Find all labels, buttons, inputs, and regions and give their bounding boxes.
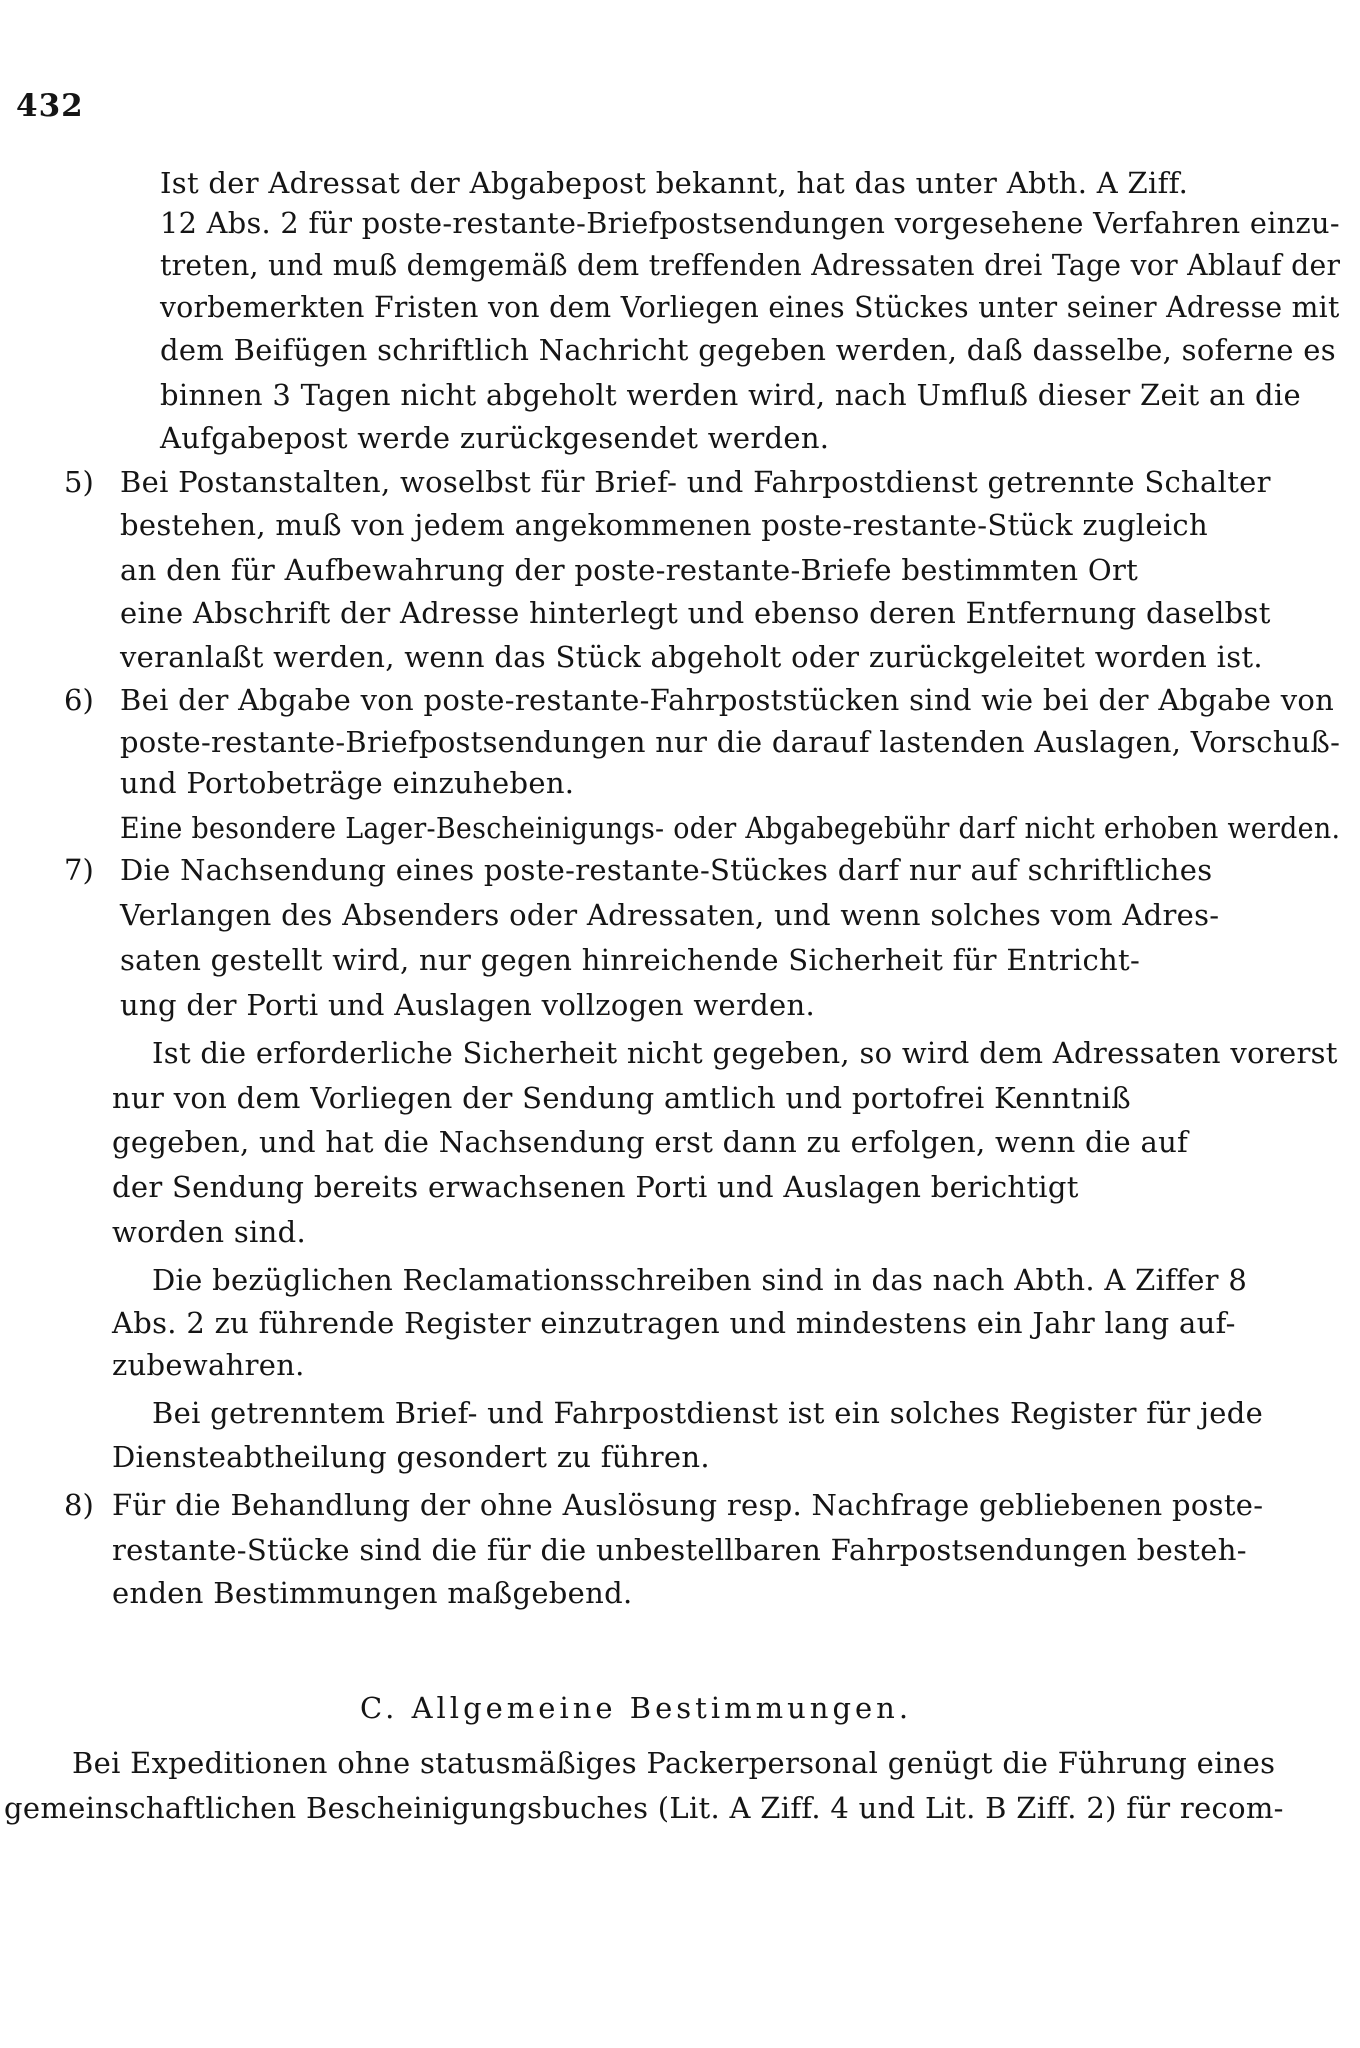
text-line: binnen 3 Tagen nicht abgeholt werden wird, nach Umfluß dieser Zeit an die xyxy=(160,378,1301,412)
text-line: Bei getrenntem Brief- und Fahrpostdienst ist ein solches Register für jede xyxy=(152,1396,1264,1430)
text-line: veranlaßt werden, wenn das Stück abgeholt oder zurückgeleitet worden ist. xyxy=(120,640,1263,674)
text-line: Die bezüglichen Reclamationsschreiben sind in das nach Abth. A Ziffer 8 xyxy=(152,1263,1248,1297)
text-line: Aufgabepost werde zurückgesendet werden. xyxy=(160,421,830,455)
text-line: gemeinschaftlichen Bescheinigungsbuches (Lit. A Ziff. 4 und Lit. B Ziff. 2) für recom- xyxy=(4,1791,1284,1825)
text-line: eine Abschrift der Adresse hinterlegt und ebenso deren Entfernung daselbst xyxy=(120,596,1271,630)
section-heading: C. Allgemeine Bestimmungen. xyxy=(360,1691,913,1725)
text-line: worden sind. xyxy=(112,1215,306,1249)
text-line: restante-Stücke sind die für die unbestellbaren Fahrpostsendungen besteh- xyxy=(112,1533,1247,1567)
text-line: und Portobeträge einzuheben. xyxy=(120,766,575,800)
text-line: Die Nachsendung eines poste-restante-Stückes darf nur auf schriftliches xyxy=(120,853,1213,887)
text-line: enden Bestimmungen maßgebend. xyxy=(112,1576,633,1610)
text-line: Eine besondere Lager-Bescheinigungs- oder Abgabegebühr darf nicht erhoben werden. xyxy=(120,811,1341,845)
text-line: Bei Postanstalten, woselbst für Brief- und Fahrpostdienst getrennte Schalter xyxy=(120,465,1271,499)
text-line: gegeben, und hat die Nachsendung erst dann zu erfolgen, wenn die auf xyxy=(112,1125,1189,1159)
page-number: 432 xyxy=(16,88,84,124)
text-line: treten, und muß demgemäß dem treffenden Adressaten drei Tage vor Ablauf der xyxy=(160,248,1341,282)
item-number: 7) xyxy=(64,853,94,887)
item-number: 5) xyxy=(64,465,94,499)
text-line: Bei Expeditionen ohne statusmäßiges Packerpersonal genügt die Führung eines xyxy=(72,1746,1276,1780)
text-line: dem Beifügen schriftlich Nachricht gegeben werden, daß dasselbe, soferne es xyxy=(160,333,1336,367)
text-line: nur von dem Vorliegen der Sendung amtlich und portofrei Kenntniß xyxy=(112,1081,1131,1115)
text-line: Bei der Abgabe von poste-restante-Fahrpoststücken sind wie bei der Abgabe von xyxy=(120,683,1335,717)
text-line: Abs. 2 zu führende Register einzutragen und mindestens ein Jahr lang auf- xyxy=(112,1306,1236,1340)
item-number: 6) xyxy=(64,683,94,717)
text-line: Verlangen des Absenders oder Adressaten, und wenn solches vom Adres- xyxy=(120,898,1220,932)
text-line: an den für Aufbewahrung der poste-restante-Briefe bestimmten Ort xyxy=(120,553,1139,587)
text-line: zubewahren. xyxy=(112,1348,305,1382)
text-line: Für die Behandlung der ohne Auslösung resp. Nachfrage gebliebenen poste- xyxy=(112,1488,1264,1522)
text-line: saten gestellt wird, nur gegen hinreichende Sicherheit für Entricht- xyxy=(120,943,1141,977)
item-number: 8) xyxy=(64,1488,94,1522)
text-line: bestehen, muß von jedem angekommenen poste-restante-Stück zugleich xyxy=(120,508,1208,542)
text-line: ung der Porti und Auslagen vollzogen werden. xyxy=(120,988,815,1022)
text-line: Ist die erforderliche Sicherheit nicht gegeben, so wird dem Adressaten vorerst xyxy=(152,1036,1338,1070)
text-line: Ist der Adressat der Abgabepost bekannt, hat das unter Abth. A Ziff. xyxy=(160,166,1189,200)
text-line: 12 Abs. 2 für poste-restante-Briefpostsendungen vorgesehene Verfahren einzu- xyxy=(160,206,1340,240)
text-line: poste-restante-Briefpostsendungen nur die darauf lastenden Auslagen, Vorschuß- xyxy=(120,725,1341,759)
text-line: Diensteabtheilung gesondert zu führen. xyxy=(112,1440,710,1474)
text-line: der Sendung bereits erwachsenen Porti und Auslagen berichtigt xyxy=(112,1170,1079,1204)
text-line: vorbemerkten Fristen von dem Vorliegen eines Stückes unter seiner Adresse mit xyxy=(160,290,1340,324)
